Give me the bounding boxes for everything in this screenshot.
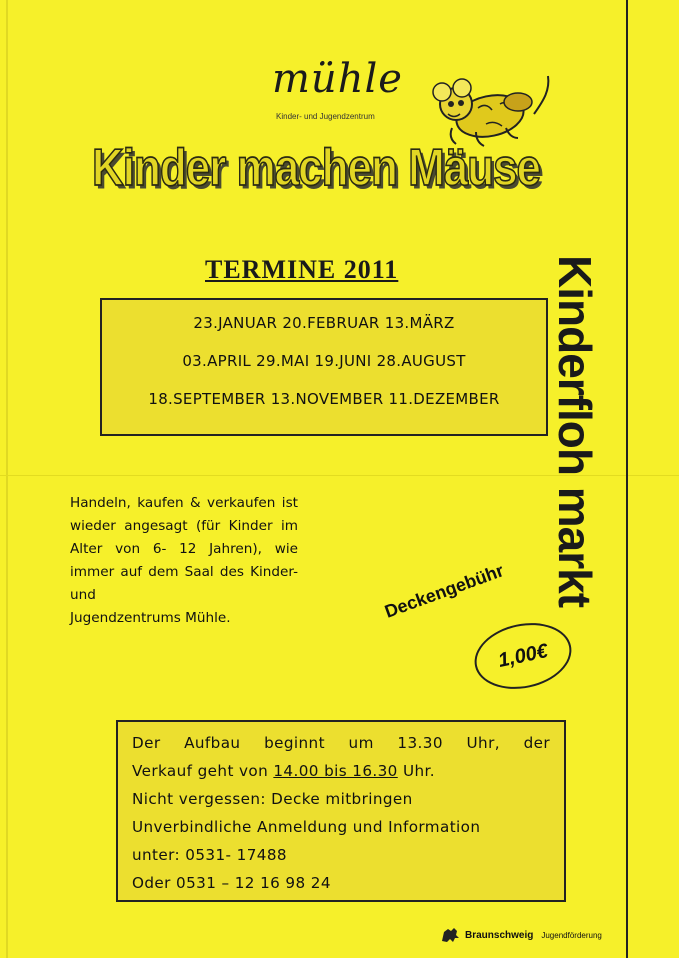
- info-line-phone: unter: 0531- 17488: [132, 846, 287, 864]
- fee-value: 1,00€: [496, 639, 550, 672]
- lion-crest-icon: [439, 926, 461, 944]
- footer-brand: Braunschweig: [465, 929, 534, 941]
- description-main: Handeln, kaufen & verkaufen ist wieder angesagt (für Kinder im Alter von 6- 12 Jahren), wie immer auf dem Saal des Kinder- und: [70, 495, 298, 603]
- sale-time: 14.00 bis 16.30: [273, 762, 398, 780]
- dates-row: 23.JANUAR 20.FEBRUAR 13.MÄRZ: [193, 314, 455, 332]
- dates-box: [100, 298, 548, 436]
- dates-row: 03.APRIL 29.MAI 19.JUNI 28.AUGUST: [182, 352, 466, 370]
- info-text: Verkauf geht von: [132, 762, 274, 780]
- info-line: Unverbindliche Anmeldung und Information: [132, 818, 481, 836]
- info-line-phone-alt: Oder 0531 – 12 16 98 24: [132, 874, 331, 892]
- info-line: Nicht vergessen: Decke mitbringen: [132, 790, 413, 808]
- side-title: Kinderfloh markt: [549, 255, 601, 608]
- description-last-line: Jugendzentrums Mühle.: [70, 610, 231, 626]
- fee-oval: [468, 615, 577, 698]
- logo-word: mühle: [272, 56, 403, 102]
- fee-label: Deckengebühr: [382, 560, 507, 622]
- dates-row: 18.SEPTEMBER 13.NOVEMBER 11.DEZEMBER: [148, 390, 500, 408]
- headline: Kinder machen Mäuse: [92, 139, 541, 197]
- muehle-logo: [272, 56, 422, 134]
- description-paragraph: [70, 492, 298, 630]
- footer: [439, 926, 602, 944]
- info-line-times: [132, 762, 550, 780]
- info-text: Uhr.: [397, 762, 435, 780]
- side-divider-line: [626, 0, 628, 958]
- logo-subtitle: Kinder- und Jugendzentrum: [276, 112, 375, 121]
- termine-heading: TERMINE 2011: [205, 255, 399, 284]
- paper-edge: [6, 0, 8, 958]
- info-line: Der Aufbau beginnt um 13.30 Uhr, der: [132, 734, 550, 752]
- footer-dept: Jugendförderung: [541, 930, 602, 940]
- info-box: [116, 720, 566, 902]
